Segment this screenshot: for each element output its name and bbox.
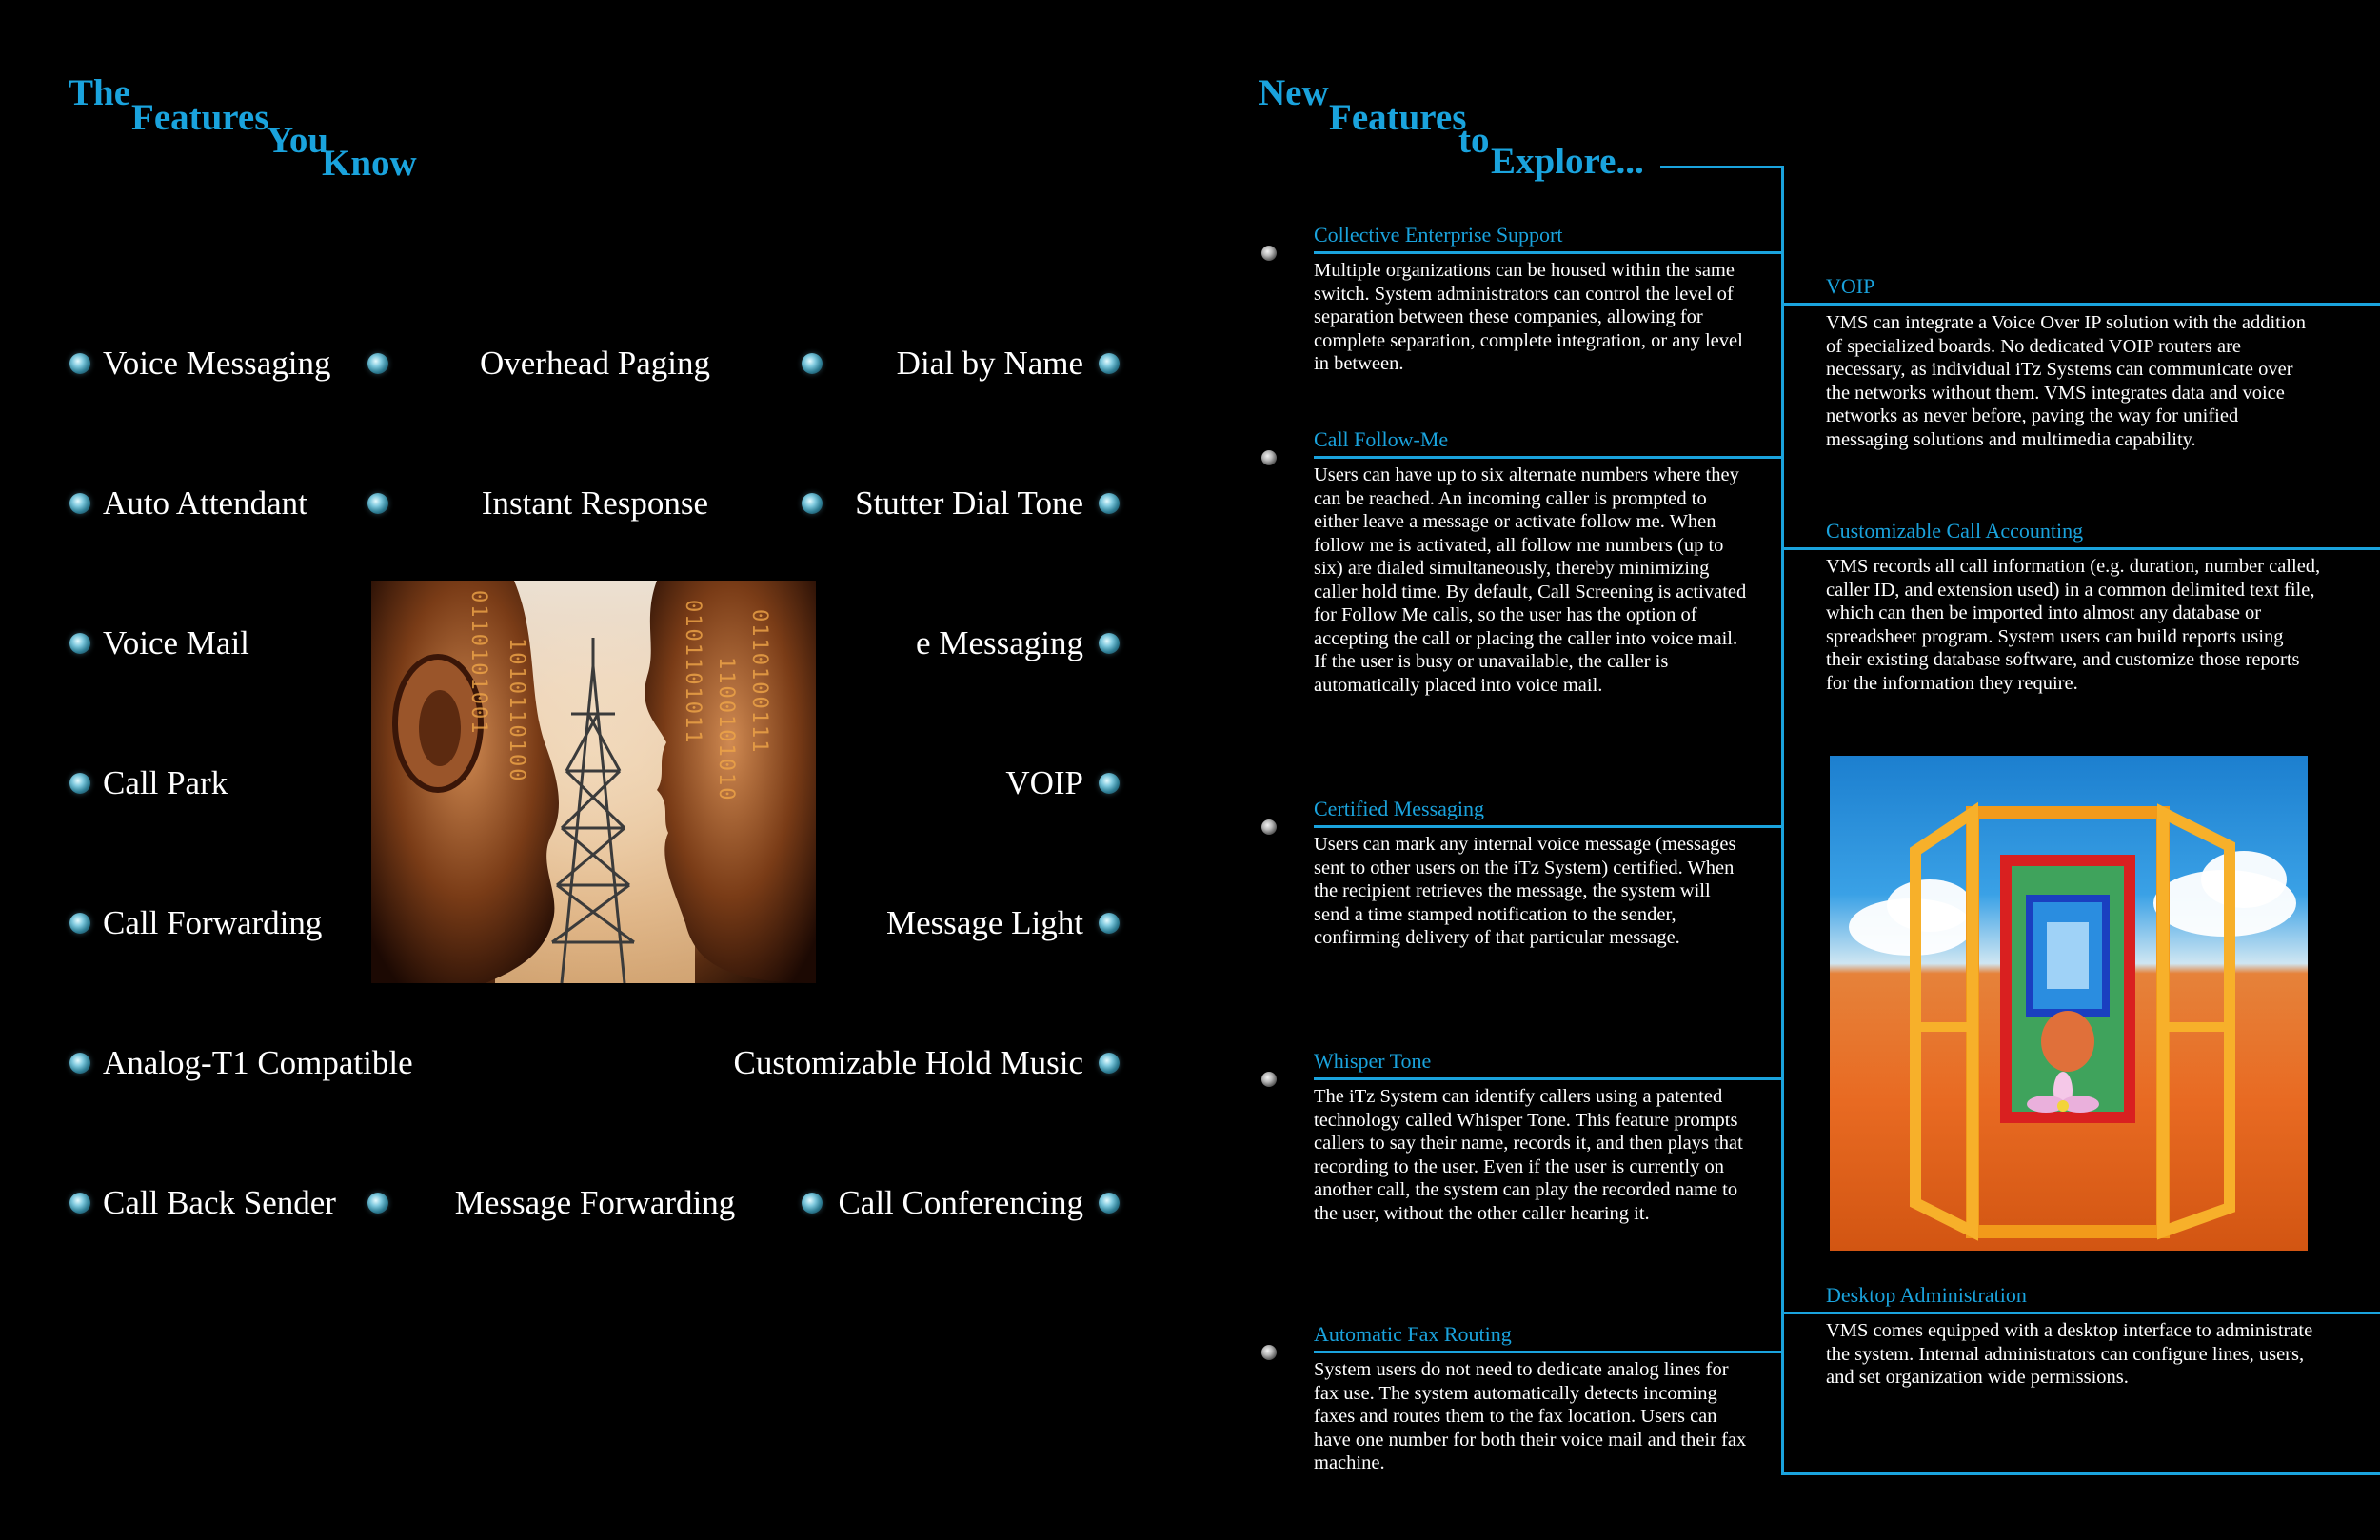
right-title-word-1: New [1259,72,1329,113]
sphere-bullet-icon [1099,1053,1120,1074]
feature-item: VOIP [1005,764,1083,801]
sphere-bullet-icon [69,353,90,374]
feature-item: Call Forwarding [103,904,323,941]
feature-item: Voice Mail [103,624,249,661]
sphere-bullet-icon [69,493,90,514]
sphere-bullet-icon [367,1193,388,1214]
section-body: VMS records all call information (e.g. duration, number called, caller ID, and extension used) in a common delimited text file, which can then be imported into almost any database or spreadsheet program. System users can build reports using their existing database software, and customize those reports for the information they require. [1826,556,2321,694]
section-heading: Whisper Tone [1314,1049,1432,1073]
feature-item: Call Conferencing [838,1184,1083,1221]
section-heading: Automatic Fax Routing [1314,1322,1512,1346]
sphere-bullet-icon [1099,493,1120,514]
binary-pattern: 0110100111 [747,609,771,755]
heading-underline [1314,456,1784,459]
sphere-bullet-icon [69,1193,90,1214]
sphere-bullet-icon [1261,450,1277,465]
section-heading: Customizable Call Accounting [1826,519,2084,543]
left-title-word-4: Know [322,143,417,184]
section-body: System users do not need to dedicate analog lines for fax use. The system automatically detects incoming faxes and routes them to the fax location. Users can have one number for both their voice mail and their fax machine. [1314,1359,1747,1473]
section-body: VMS can integrate a Voice Over IP solution with the addition of specialized boards. No dedicated VOIP routers are necessary, as individual iTz Systems can communicate over the networks without them. VMS integrates data and voice networks as never before, paving the way for unified messaging solutions and multimedia capability. [1826,312,2307,450]
feature-item: Auto Attendant [103,484,307,522]
feature-item: Call Park [103,764,228,801]
sphere-bullet-icon [1099,773,1120,794]
sphere-bullet-icon [367,493,388,514]
sphere-bullet-icon [69,913,90,934]
sphere-bullet-icon [1099,1193,1120,1214]
windows-desert-photo [1830,756,2308,1251]
feature-item: Call Back Sender [103,1184,336,1221]
section-body: The iTz System can identify callers using a patented technology called Whisper Tone. This feature prompts callers to say their name, records it, and then plays that recording to the user. Even if the user is currently on another call, the system can play the recorded name to the user, without the other caller hearing it. [1314,1086,1743,1224]
faces-tower-photo [371,581,816,983]
left-title-word-1: The [69,72,131,113]
sphere-bullet-icon [69,1053,90,1074]
sphere-bullet-icon [69,633,90,654]
section-body: Users can mark any internal voice message (messages sent to other users on the iTz System) certified. When the recipient retrieves the message, the system will send a time stamped notification to the sender, confirming delivery of that particular message. [1314,834,1736,948]
binary-pattern: 0110101001 [466,590,490,736]
heading-underline [1314,251,1784,254]
heading-underline [1314,825,1784,828]
sphere-bullet-icon [1261,1345,1277,1360]
sphere-bullet-icon [1099,633,1120,654]
heading-underline [1784,303,2380,306]
bottom-right-line [1784,1472,2380,1475]
section-heading: Certified Messaging [1314,797,1485,820]
sphere-bullet-icon [1261,1072,1277,1087]
binary-pattern: 1100101010 [714,657,738,802]
feature-item: Instant Response [481,484,709,522]
feature-item: Voice Messaging [103,345,331,382]
title-connector-line [1660,166,1784,168]
section-heading: Collective Enterprise Support [1314,223,1563,247]
sphere-bullet-icon [1099,913,1120,934]
vertical-divider-line [1781,166,1784,1475]
feature-item: Overhead Paging [479,345,710,382]
section-heading: Call Follow-Me [1314,427,1449,451]
sphere-bullet-icon [1261,819,1277,835]
feature-item: e Messaging [916,624,1083,661]
sphere-bullet-icon [69,773,90,794]
section-body: Users can have up to six alternate numbers where they can be reached. An incoming caller is prompted to either leave a message or activate follow me. When follow me is activated, all follow me numbers (up to six) are dialed simultaneously, thereby minimizing caller hold time. By default, Call Screening is activated for Follow Me calls, so the user has the option of accepting the call or placing the caller into voice mail. If the user is busy or unavailable, the caller is automatically placed into voice mail. [1314,464,1747,696]
right-title-word-4: Explore... [1491,141,1644,182]
binary-pattern: 0101101011 [681,600,704,745]
feature-item: Customizable Hold Music [733,1044,1083,1081]
sphere-bullet-icon [1099,353,1120,374]
sphere-bullet-icon [367,353,388,374]
feature-item: Dial by Name [896,345,1083,382]
feature-item: Message Forwarding [454,1184,736,1221]
right-title-word-2: Features [1329,97,1467,138]
left-title-word-2: Features [131,97,269,138]
heading-underline [1314,1077,1784,1080]
section-heading: Desktop Administration [1826,1283,2027,1307]
heading-underline [1314,1351,1784,1353]
section-heading: VOIP [1826,274,1875,298]
feature-item: Stutter Dial Tone [855,484,1083,522]
feature-item: Analog-T1 Compatible [103,1044,413,1081]
left-title-word-3: You [267,120,329,161]
section-body: VMS comes equipped with a desktop interface to administrate the system. Internal administrators can configure lines, users, and set organization wide permissions. [1826,1320,2313,1388]
section-body: Multiple organizations can be housed within the same switch. System administrators can control the level of separation between these companies, allowing for complete separation, complete integration, or any level in between. [1314,260,1743,374]
feature-item: Message Light [885,904,1083,941]
right-title-word-3: to [1458,120,1490,161]
heading-underline [1784,1312,2380,1314]
sphere-bullet-icon [1261,246,1277,261]
binary-pattern: 1010110100 [505,638,528,783]
heading-underline [1784,547,2380,550]
